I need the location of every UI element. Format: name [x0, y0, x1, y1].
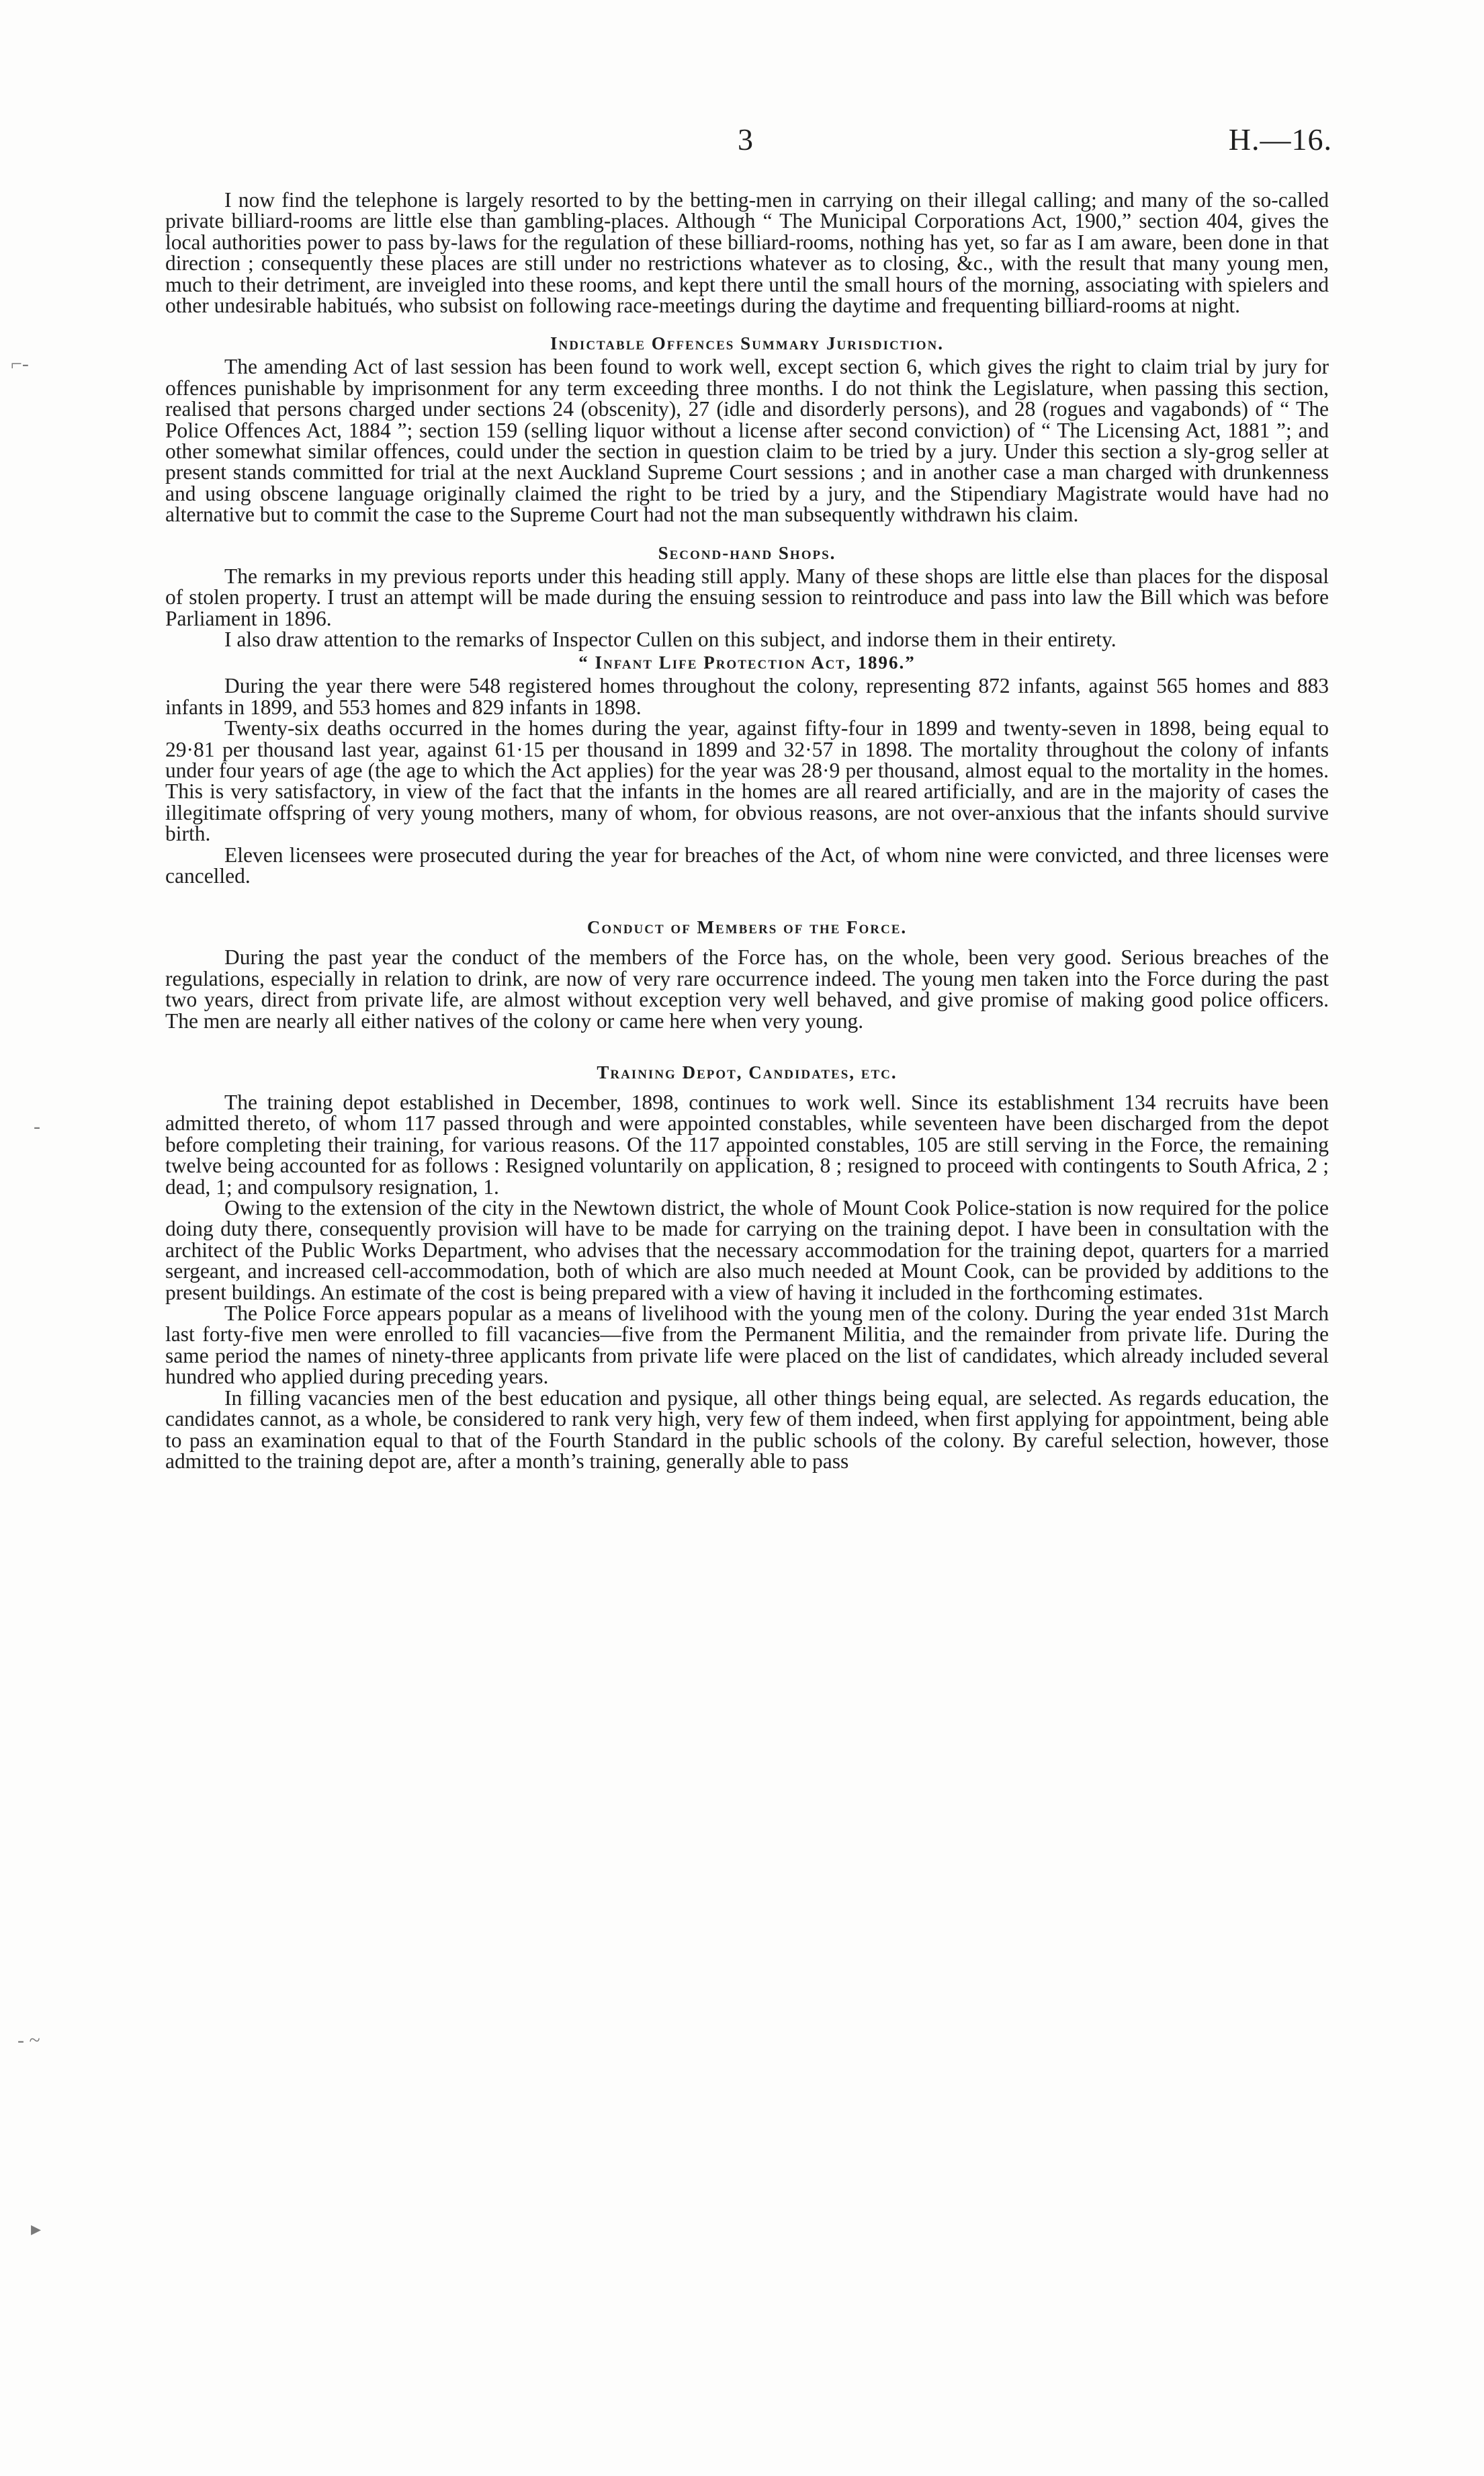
paragraph-training-depot: The training depot established in December, 1898, continues to work well. Since its establishment 134 recruits have been admitted thereto, of whom 117 passed through and were appointed constables, while seventeen have been discharged from the depot before completing their training, for various reasons. Of the 117 appointed constables, 105 are still serving in the Force, the remaining twelve being accounted for as follows : Resigned voluntarily on application, 8 ; resigned to proceed with contingents to South Africa, 2 ; dead, 1; and compulsory resignation, 1.	[165, 1091, 1329, 1199]
section-heading-second-hand-shops: Second-hand Shops.	[658, 542, 836, 563]
page-header	[0, 120, 1484, 167]
paragraph-infant-deaths: Twenty-six deaths occurred in the homes during the year, against fifty-four in 1899 and twenty-seven in 1898, being equal to 29·81 per thousand last year, against 61·15 per thousand in 1899 and 32·57 in 1898. The mortality throughout the colony of infants under four years of age (the age to which the Act applies) for the year was 28·9 per thousand, almost equal to the mortality in the homes. This is very satisfactory, in view of the fact that the infants in the homes are all reared artificially, and are in the majority of cases the illegitimate offspring of very young mothers, many of whom, for obvious reasons, are not over-anxious that the infants should survive birth.	[165, 716, 1329, 846]
page-number: 3	[738, 122, 754, 157]
margin-speck: -	[34, 1115, 40, 1138]
document-code: H.—16.	[1228, 122, 1332, 157]
paragraph-police-popular: The Police Force appears popular as a means of livelihood with the young men of the colony. During the year ended 31st March last forty-five men were enrolled to fill vacancies—five from the Permanent Militia, and the remainder from private life. During the same period the names of ninety-three applicants from private life were placed on the list of candidates, which already included several hundred who applied during preceding years.	[165, 1301, 1329, 1389]
paragraph-billiard-rooms: I now find the telephone is largely resorted to by the betting-men in carrying on their illegal calling; and many of the so-called private billiard-rooms are little else than gambling-places. Although “ The Municipal Corporations Act, 1900,” section 404, gives the local authorities power to pass by-laws for the regulation of these billiard-rooms, nothing has yet, so far as I am aware, been done in that direction ; consequently these places are still under no restrictions whatever as to closing, &c., with the result that many young men, much to their detriment, are inveigled into these rooms, and kept there until the small hours of the morning, associating with spielers and other undesirable habitués, who subsist on following race-meetings during the daytime and frequenting billiard-rooms at night.	[165, 188, 1329, 318]
margin-speck: - ~	[17, 2029, 40, 2051]
section-heading-infant-life-protection: “ Infant Life Protection Act, 1896.”	[578, 652, 916, 673]
paragraph-licensees-prosecuted: Eleven licensees were prosecuted during the year for breaches of the Act, of whom nine were convicted, and three licenses were cancelled.	[165, 843, 1329, 888]
paragraph-filling-vacancies: In filling vacancies men of the best education and pysique, all other things being equal, are selected. As regards education, the candidates cannot, as a whole, be considered to rank very high, very few of them indeed, when first applying for appointment, being able to pass an examination equal to that of the Fourth Standard in the public schools of the colony. By careful selection, however, those admitted to the training depot are, after a month’s training, generally able to pass	[165, 1385, 1329, 1473]
paragraph-indictable-offences: The amending Act of last session has been found to work well, except section 6, which gives the right to claim trial by jury for offences punishable by imprisonment for any term exceeding three months. I do not think the Legislature, when passing this section, realised that persons charged under sections 24 (obscenity), 27 (idle and disorderly persons), and 28 (rogues and vagabonds) of “ The Police Offences Act, 1884 ”; section 159 (selling liquor without a license after second conviction) of “ The Licensing Act, 1881 ”; and other somewhat similar offences, could under the section in question claim to be tried by a jury. Under this section a sly-grog seller at present stands committed for trial at the next Auckland Supreme Court sessions ; and in another case a man charged with drunkenness and using obscene language originally claimed the right to be tried by a jury, and the Stipendiary Magistrate would have had no alternative but to commit the case to the Supreme Court had not the man subsequently withdrawn his claim.	[165, 355, 1329, 527]
section-heading-indictable-offences: Indictable Offences Summary Jurisdiction.	[550, 333, 945, 354]
paragraph-mount-cook: Owing to the extension of the city in the Newtown district, the whole of Mount Cook Police-station is now required for the police doing duty there, consequently provision will have to be made for carrying on the training depot. I have been in consultation with the architect of the Public Works Department, who advises that the necessary accommodation for the training depot, quarters for a married sergeant, and increased cell-accommodation, both of which are also much needed at Mount Cook, can be provided by additions to the present buildings. An estimate of the cost is being prepared with a view of having it included in the forthcoming estimates.	[165, 1196, 1329, 1304]
paragraph-second-hand-shops: The remarks in my previous reports under this heading still apply. Many of these shops are little else than places for the disposal of stolen property. I trust an attempt will be made during the ensuing session to reintroduce and pass into law the Bill which was before Parliament in 1896.	[165, 564, 1329, 630]
paragraph-registered-homes: During the year there were 548 registered homes throughout the colony, representing 872 infants, against 565 homes and 883 infants in 1899, and 553 homes and 829 infants in 1898.	[165, 674, 1329, 719]
section-heading-conduct-of-force: Conduct of Members of the Force.	[586, 917, 908, 938]
document-body	[165, 189, 1329, 1471]
paragraph-conduct-of-force: During the past year the conduct of the members of the Force has, on the whole, been very good. Serious breaches of the regulations, especially in relation to drink, are now of very rare occurrence indeed. The young men taken into the Force during the past two years, direct from private life, are almost without exception very well behaved, and give promise of making good police officers. The men are nearly all either natives of the colony or came here when very young.	[165, 945, 1329, 1033]
paragraph-inspector-cullen: I also draw attention to the remarks of Inspector Cullen on this subject, and indorse them in their entirety.	[224, 627, 1117, 651]
margin-speck: ⌐-	[11, 353, 29, 375]
margin-speck: ▸	[31, 2218, 42, 2240]
section-heading-training-depot: Training Depot, Candidates, etc.	[597, 1062, 898, 1082]
